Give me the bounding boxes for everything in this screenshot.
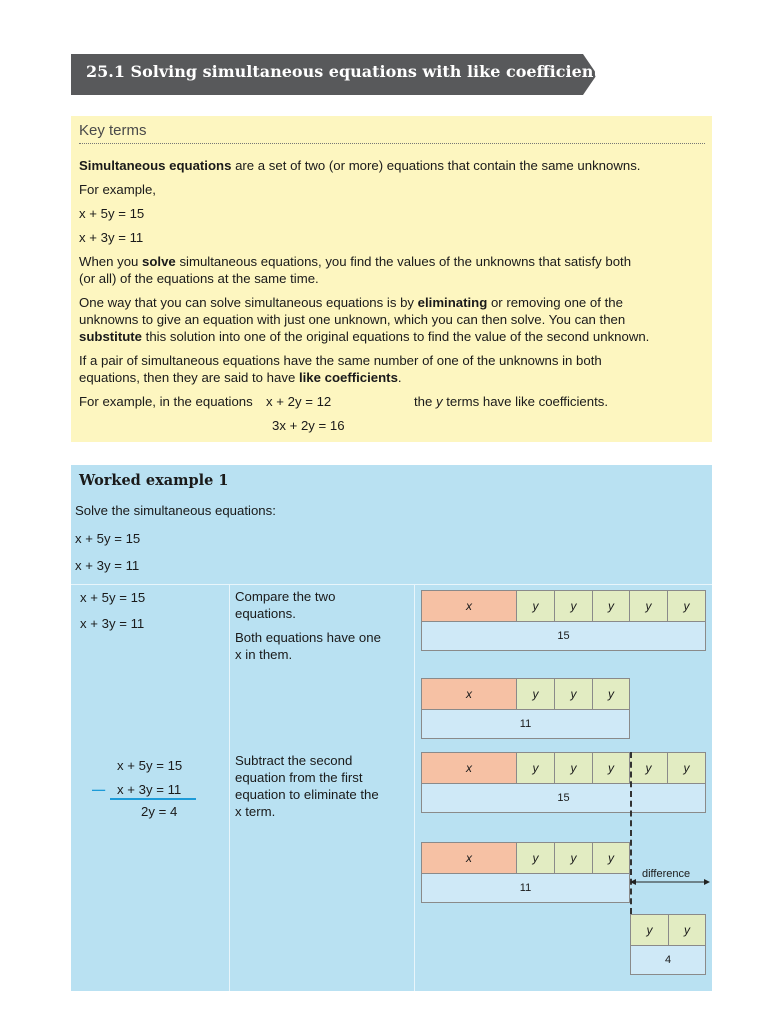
like-coefficients-note: the y terms have like coefficients. bbox=[414, 394, 608, 409]
column-divider-2 bbox=[414, 584, 415, 991]
bar-a-total: 15 bbox=[421, 621, 706, 651]
definition-like-coefficients: If a pair of simultaneous equations have the same number of one of the unknowns in both bbox=[79, 353, 602, 368]
bar-a-y-cell: y bbox=[554, 590, 593, 622]
definition-substitute: substitute this solution into one of the original equations to find the value of the second unknown. bbox=[79, 329, 650, 344]
definition-eliminate-line2: unknowns to give an equation with just one unknown, which you can then solve. You can then bbox=[79, 312, 626, 327]
bar-d-x-cell: x bbox=[421, 842, 517, 874]
bar-b-y-cell: y bbox=[516, 678, 555, 710]
bar-a-y-cell: y bbox=[667, 590, 706, 622]
worked-example-instruction: Solve the simultaneous equations: bbox=[75, 503, 276, 518]
minus-sign: — bbox=[92, 782, 106, 797]
step1-explanation-line2: equations. bbox=[235, 606, 296, 621]
example-equation-1: x + 5y = 15 bbox=[79, 206, 145, 221]
definition-solve-line2: (or all) of the equations at the same time. bbox=[79, 271, 319, 286]
step2-explanation-line4: x term. bbox=[235, 804, 276, 819]
step2-equation-2: x + 3y = 11 bbox=[117, 782, 182, 797]
table-top-rule bbox=[71, 584, 712, 585]
bar-a-y-cell: y bbox=[592, 590, 630, 622]
step2-result: 2y = 4 bbox=[141, 804, 178, 819]
step1-explanation-line3: Both equations have one bbox=[235, 630, 381, 645]
dotted-divider bbox=[79, 143, 705, 144]
bar-c-y-cell: y bbox=[554, 752, 593, 784]
bar-a-x-cell: x bbox=[421, 590, 517, 622]
bar-b-y-cell: y bbox=[592, 678, 630, 710]
bar-c-y-cell: y bbox=[629, 752, 668, 784]
bar-b-y-cell: y bbox=[554, 678, 593, 710]
definition-simultaneous: Simultaneous equations are a set of two (or more) equations that contain the same unknowns. bbox=[79, 158, 641, 173]
column-divider-1 bbox=[229, 584, 230, 991]
step2-explanation-line3: equation to eliminate the bbox=[235, 787, 379, 802]
step2-explanation-line2: equation from the first bbox=[235, 770, 363, 785]
definition-solve: When you solve simultaneous equations, you find the values of the unknowns that satisfy both bbox=[79, 254, 632, 269]
bar-a-y-cell: y bbox=[629, 590, 668, 622]
like-coefficients-equation-2: 3x + 2y = 16 bbox=[272, 418, 345, 433]
bar-d-total: 11 bbox=[421, 873, 630, 903]
bar-c-total: 15 bbox=[421, 783, 706, 813]
bar-b-total: 11 bbox=[421, 709, 630, 739]
like-coefficients-equation-1: x + 2y = 12 bbox=[266, 394, 332, 409]
subtraction-rule bbox=[110, 798, 196, 800]
definition-eliminate: One way that you can solve simultaneous equations is by eliminating or removing one of the bbox=[79, 295, 623, 310]
difference-total: 4 bbox=[630, 945, 706, 975]
like-coefficients-example-intro: For example, in the equations bbox=[79, 394, 253, 409]
step2-explanation-line1: Subtract the second bbox=[235, 753, 353, 768]
key-terms-heading: Key terms bbox=[79, 122, 147, 139]
step1-explanation-line1: Compare the two bbox=[235, 589, 336, 604]
bar-c-y-cell: y bbox=[516, 752, 555, 784]
difference-label: difference bbox=[642, 868, 691, 880]
bar-c-x-cell: x bbox=[421, 752, 517, 784]
step2-equation-1: x + 5y = 15 bbox=[117, 758, 183, 773]
difference-y-cell: y bbox=[630, 914, 669, 946]
for-example-text: For example, bbox=[79, 182, 156, 197]
difference-y-cell: y bbox=[668, 914, 706, 946]
bar-b-x-cell: x bbox=[421, 678, 517, 710]
worked-example-title: Worked example 1 bbox=[79, 472, 229, 489]
step1-equation-2: x + 3y = 11 bbox=[80, 616, 145, 631]
bar-c-y-cell: y bbox=[592, 752, 630, 784]
step1-explanation-line4: x in them. bbox=[235, 647, 293, 662]
worked-example-equation-2: x + 3y = 11 bbox=[75, 558, 140, 573]
bar-d-y-cell: y bbox=[554, 842, 593, 874]
example-equation-2: x + 3y = 11 bbox=[79, 230, 144, 245]
step1-equation-1: x + 5y = 15 bbox=[80, 590, 146, 605]
worked-example-equation-1: x + 5y = 15 bbox=[75, 531, 141, 546]
difference-dashed-line bbox=[630, 752, 632, 914]
bar-d-y-cell: y bbox=[592, 842, 630, 874]
bar-d-y-cell: y bbox=[516, 842, 555, 874]
bar-c-y-cell: y bbox=[667, 752, 706, 784]
bar-a-y-cell: y bbox=[516, 590, 555, 622]
definition-like-coefficients-line2: equations, then they are said to have like coefficients. bbox=[79, 370, 402, 385]
section-title: 25.1 Solving simultaneous equations with like coefficients bbox=[86, 62, 610, 81]
